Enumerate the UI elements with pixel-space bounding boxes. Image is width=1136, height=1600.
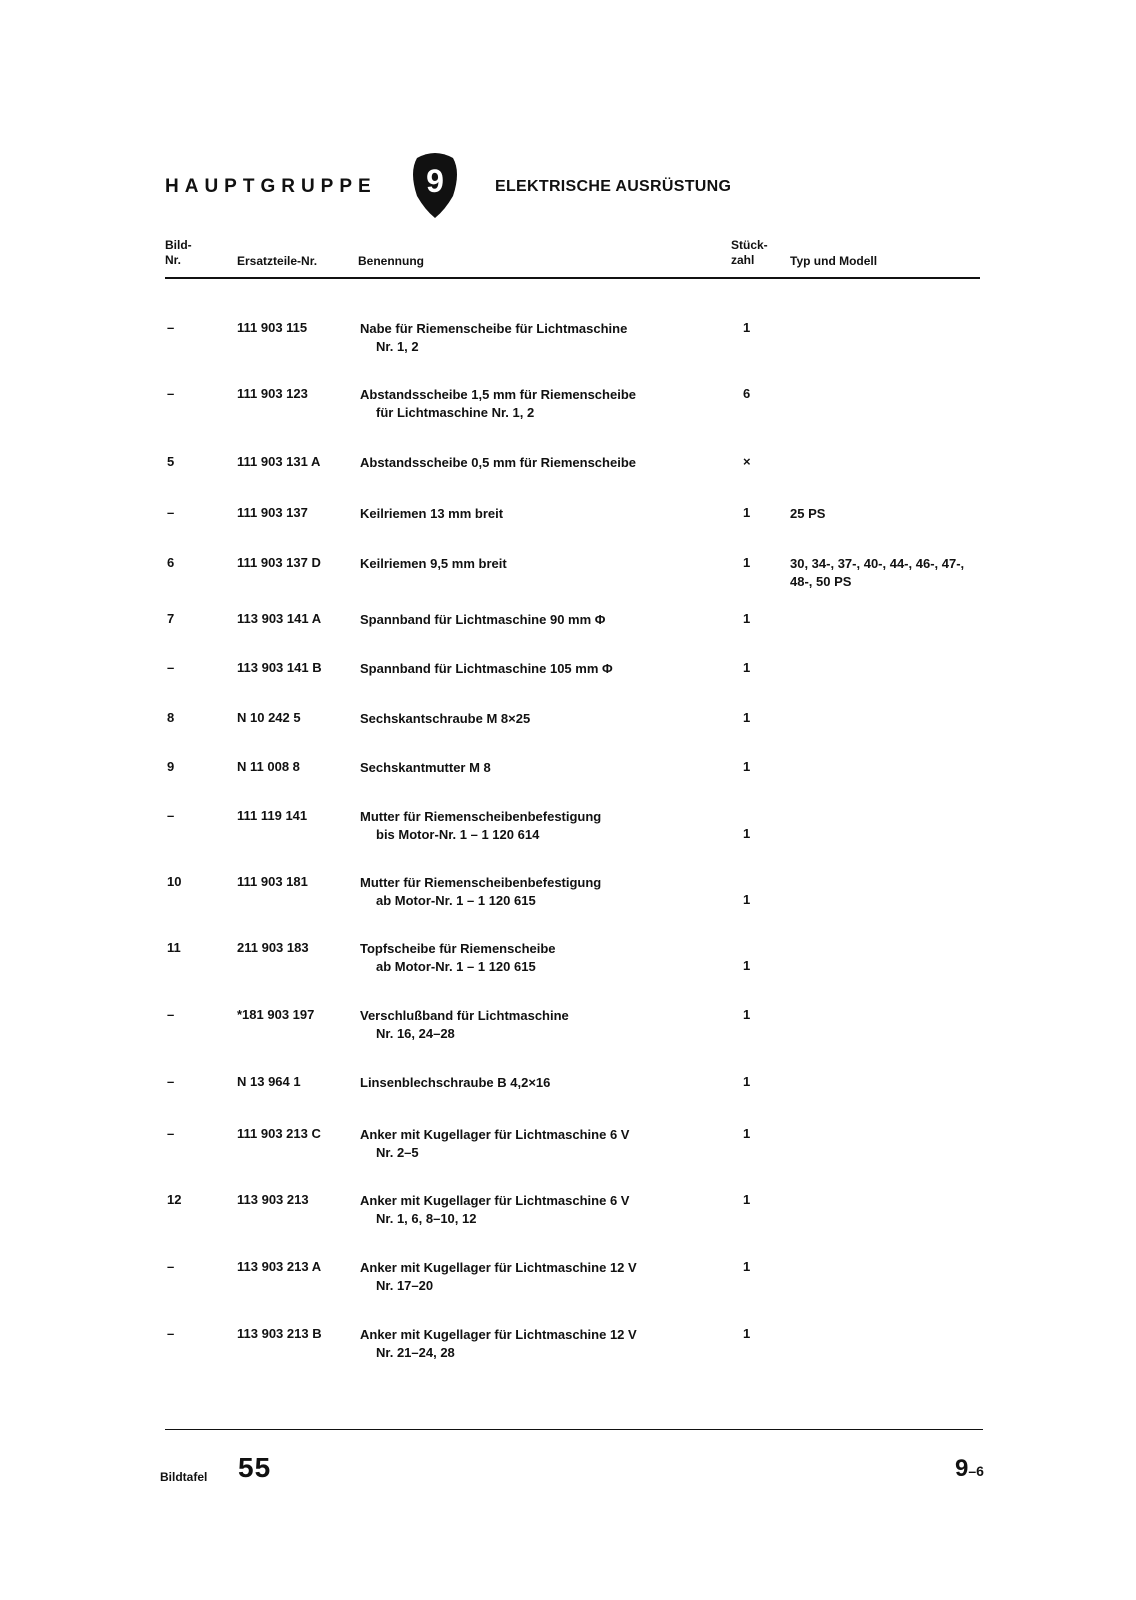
row-qty: 1: [743, 555, 751, 570]
row-name-line1: Keilriemen 9,5 mm breit: [360, 556, 507, 571]
plate-label: Bildtafel: [160, 1470, 208, 1484]
row-part-no: 113 903 213 B: [237, 1326, 322, 1341]
row-name-line1: Anker mit Kugellager für Lichtmaschine 6 V: [360, 1127, 630, 1142]
row-part-no: 111 903 137: [237, 505, 308, 520]
row-bild-nr: –: [167, 660, 175, 675]
row-name-line1: Spannband für Lichtmaschine 105 mm Φ: [360, 661, 613, 676]
row-part-no: 111 903 137 D: [237, 555, 321, 570]
plate-number: 55: [238, 1452, 272, 1483]
row-qty: 1: [743, 1126, 751, 1141]
row-name-line1: Anker mit Kugellager für Lichtmaschine 6 V: [360, 1193, 630, 1208]
row-name-line1: Sechskantmutter M 8: [360, 760, 491, 775]
table-row: [165, 940, 985, 980]
row-name-line1: Anker mit Kugellager für Lichtmaschine 12 V: [360, 1260, 637, 1275]
row-part-no: *181 903 197: [237, 1007, 315, 1022]
row-part-no: 113 903 213 A: [237, 1259, 322, 1274]
row-qty: 1: [743, 320, 751, 335]
row-qty: ×: [743, 454, 751, 469]
row-part-no: 211 903 183: [237, 940, 309, 955]
row-qty: 1: [743, 826, 751, 841]
table-row: [165, 454, 985, 494]
row-part-no: 113 903 141 B: [237, 660, 322, 675]
row-bild-nr: –: [167, 1007, 175, 1022]
page-main: 9: [955, 1455, 969, 1482]
row-qty: 1: [743, 1074, 751, 1089]
row-part-no: N 10 242 5: [237, 710, 301, 725]
table-row: [165, 1326, 985, 1366]
table-row: [165, 386, 985, 426]
row-qty: 1: [743, 611, 751, 626]
row-name-line1: Anker mit Kugellager für Lichtmaschine 12 V: [360, 1327, 637, 1342]
row-qty: 1: [743, 505, 751, 520]
row-name: [360, 454, 900, 472]
row-name-line2: Nr. 16, 24–28: [376, 1026, 455, 1041]
row-bild-nr: –: [167, 505, 175, 520]
row-name-line2: ab Motor-Nr. 1 – 1 120 615: [376, 893, 536, 908]
row-name-line2: Nr. 2–5: [376, 1145, 419, 1160]
footer-rule: [165, 1429, 983, 1430]
table-row: [165, 505, 985, 545]
row-qty: 1: [743, 1007, 751, 1022]
row-name-line2: ab Motor-Nr. 1 – 1 120 615: [376, 959, 536, 974]
row-bild-nr: 12: [167, 1192, 182, 1207]
row-name: [360, 1074, 900, 1092]
row-name: [360, 759, 900, 777]
row-part-no: 113 903 213: [237, 1192, 309, 1207]
row-name-line1: Abstandsscheibe 1,5 mm für Riemenscheibe: [360, 387, 636, 402]
row-name: [360, 808, 900, 844]
table-row: [165, 808, 985, 848]
row-bild-nr: –: [167, 1326, 175, 1341]
row-name: [360, 611, 900, 629]
row-name-line1: Nabe für Riemenscheibe für Lichtmaschine: [360, 321, 628, 336]
row-bild-nr: 8: [167, 710, 175, 725]
row-qty: 1: [743, 1326, 751, 1341]
table-row: [165, 1074, 985, 1114]
table-row: [165, 759, 985, 799]
row-name-line2: bis Motor-Nr. 1 – 1 120 614: [376, 827, 540, 842]
row-name-line1: Spannband für Lichtmaschine 90 mm Φ: [360, 612, 606, 627]
row-bild-nr: 10: [167, 874, 182, 889]
row-model: 25 PS: [790, 506, 826, 521]
main-group-title: HAUPTGRUPPE: [165, 176, 377, 197]
row-name-line1: Mutter für Riemenscheibenbefestigung: [360, 809, 602, 824]
row-qty: 1: [743, 759, 751, 774]
row-name: [360, 710, 900, 728]
row-name-line2: Nr. 1, 6, 8–10, 12: [376, 1211, 477, 1226]
row-part-no: 113 903 141 A: [237, 611, 322, 626]
row-name-line2: für Lichtmaschine Nr. 1, 2: [376, 405, 535, 420]
table-row: [165, 611, 985, 651]
group-number: 9: [426, 163, 444, 199]
table-row: [165, 1259, 985, 1299]
row-part-no: N 11 008 8: [237, 759, 300, 774]
row-qty: 6: [743, 386, 751, 401]
row-bild-nr: 6: [167, 555, 175, 570]
row-name: [360, 386, 900, 422]
row-name: [360, 1326, 900, 1362]
row-name: [360, 874, 900, 910]
row-part-no: 111 903 115: [237, 320, 308, 335]
row-qty: 1: [743, 710, 751, 725]
col-qty: Stück- zahl: [731, 238, 768, 267]
col-model: Typ und Modell: [790, 254, 878, 268]
row-name-line2: Nr. 21–24, 28: [376, 1345, 455, 1360]
row-bild-nr: –: [167, 386, 175, 401]
row-part-no: 111 903 131 A: [237, 454, 321, 469]
row-bild-nr: –: [167, 320, 175, 335]
row-bild-nr: 7: [167, 611, 175, 626]
row-name-line1: Keilriemen 13 mm breit: [360, 506, 504, 521]
row-name-line1: Sechskantschraube M 8×25: [360, 711, 531, 726]
row-bild-nr: 9: [167, 759, 175, 774]
table-row: [165, 874, 985, 914]
row-part-no: 111 903 123: [237, 386, 308, 401]
row-name-line2: Nr. 1, 2: [376, 339, 419, 354]
table-row: [165, 320, 985, 360]
row-qty: 1: [743, 1192, 751, 1207]
row-part-no: N 13 964 1: [237, 1074, 301, 1089]
section-title: ELEKTRISCHE AUSRÜSTUNG: [495, 178, 732, 195]
row-name: [360, 1126, 900, 1162]
row-name-line1: Abstandsscheibe 0,5 mm für Riemenscheibe: [360, 455, 636, 470]
row-name-line1: Linsenblechschraube B 4,2×16: [360, 1075, 551, 1090]
table-row: [165, 1126, 985, 1166]
table-row: [165, 1007, 985, 1047]
row-qty: 1: [743, 1259, 751, 1274]
col-bild-nr: Bild- Nr.: [165, 238, 192, 267]
row-qty: 1: [743, 660, 751, 675]
row-bild-nr: 5: [167, 454, 175, 469]
table-row: [165, 1192, 985, 1232]
row-bild-nr: –: [167, 808, 175, 823]
row-part-no: 111 903 213 C: [237, 1126, 321, 1141]
page-sub: –6: [968, 1463, 984, 1479]
row-name-line2: Nr. 17–20: [376, 1278, 434, 1293]
page-number: [955, 1455, 984, 1483]
col-part-no: Ersatzteile-Nr.: [237, 254, 318, 268]
row-name-line1: Verschlußband für Lichtmaschine: [360, 1008, 569, 1023]
row-name: [360, 1007, 900, 1043]
row-name: [360, 1259, 900, 1295]
table-row: [165, 660, 985, 700]
row-name-line1: Mutter für Riemenscheibenbefestigung: [360, 875, 602, 890]
row-bild-nr: 11: [167, 940, 181, 955]
table-row: [165, 555, 985, 595]
row-bild-nr: –: [167, 1126, 175, 1141]
row-part-no: 111 903 181: [237, 874, 308, 889]
row-part-no: 111 119 141: [237, 808, 308, 823]
row-bild-nr: –: [167, 1259, 175, 1274]
row-bild-nr: –: [167, 1074, 175, 1089]
row-model: 30, 34-, 37-, 40-, 44-, 46-, 47-, 48-, 50 PS: [790, 556, 965, 589]
row-name: [360, 940, 900, 976]
table-row: [165, 710, 985, 750]
row-name: [360, 1192, 900, 1228]
row-name: [360, 660, 900, 678]
row-qty: 1: [743, 958, 751, 973]
col-name: Benennung: [358, 254, 424, 268]
row-name-line1: Topfscheibe für Riemenscheibe: [360, 941, 556, 956]
row-name: [360, 320, 900, 356]
row-qty: 1: [743, 892, 751, 907]
